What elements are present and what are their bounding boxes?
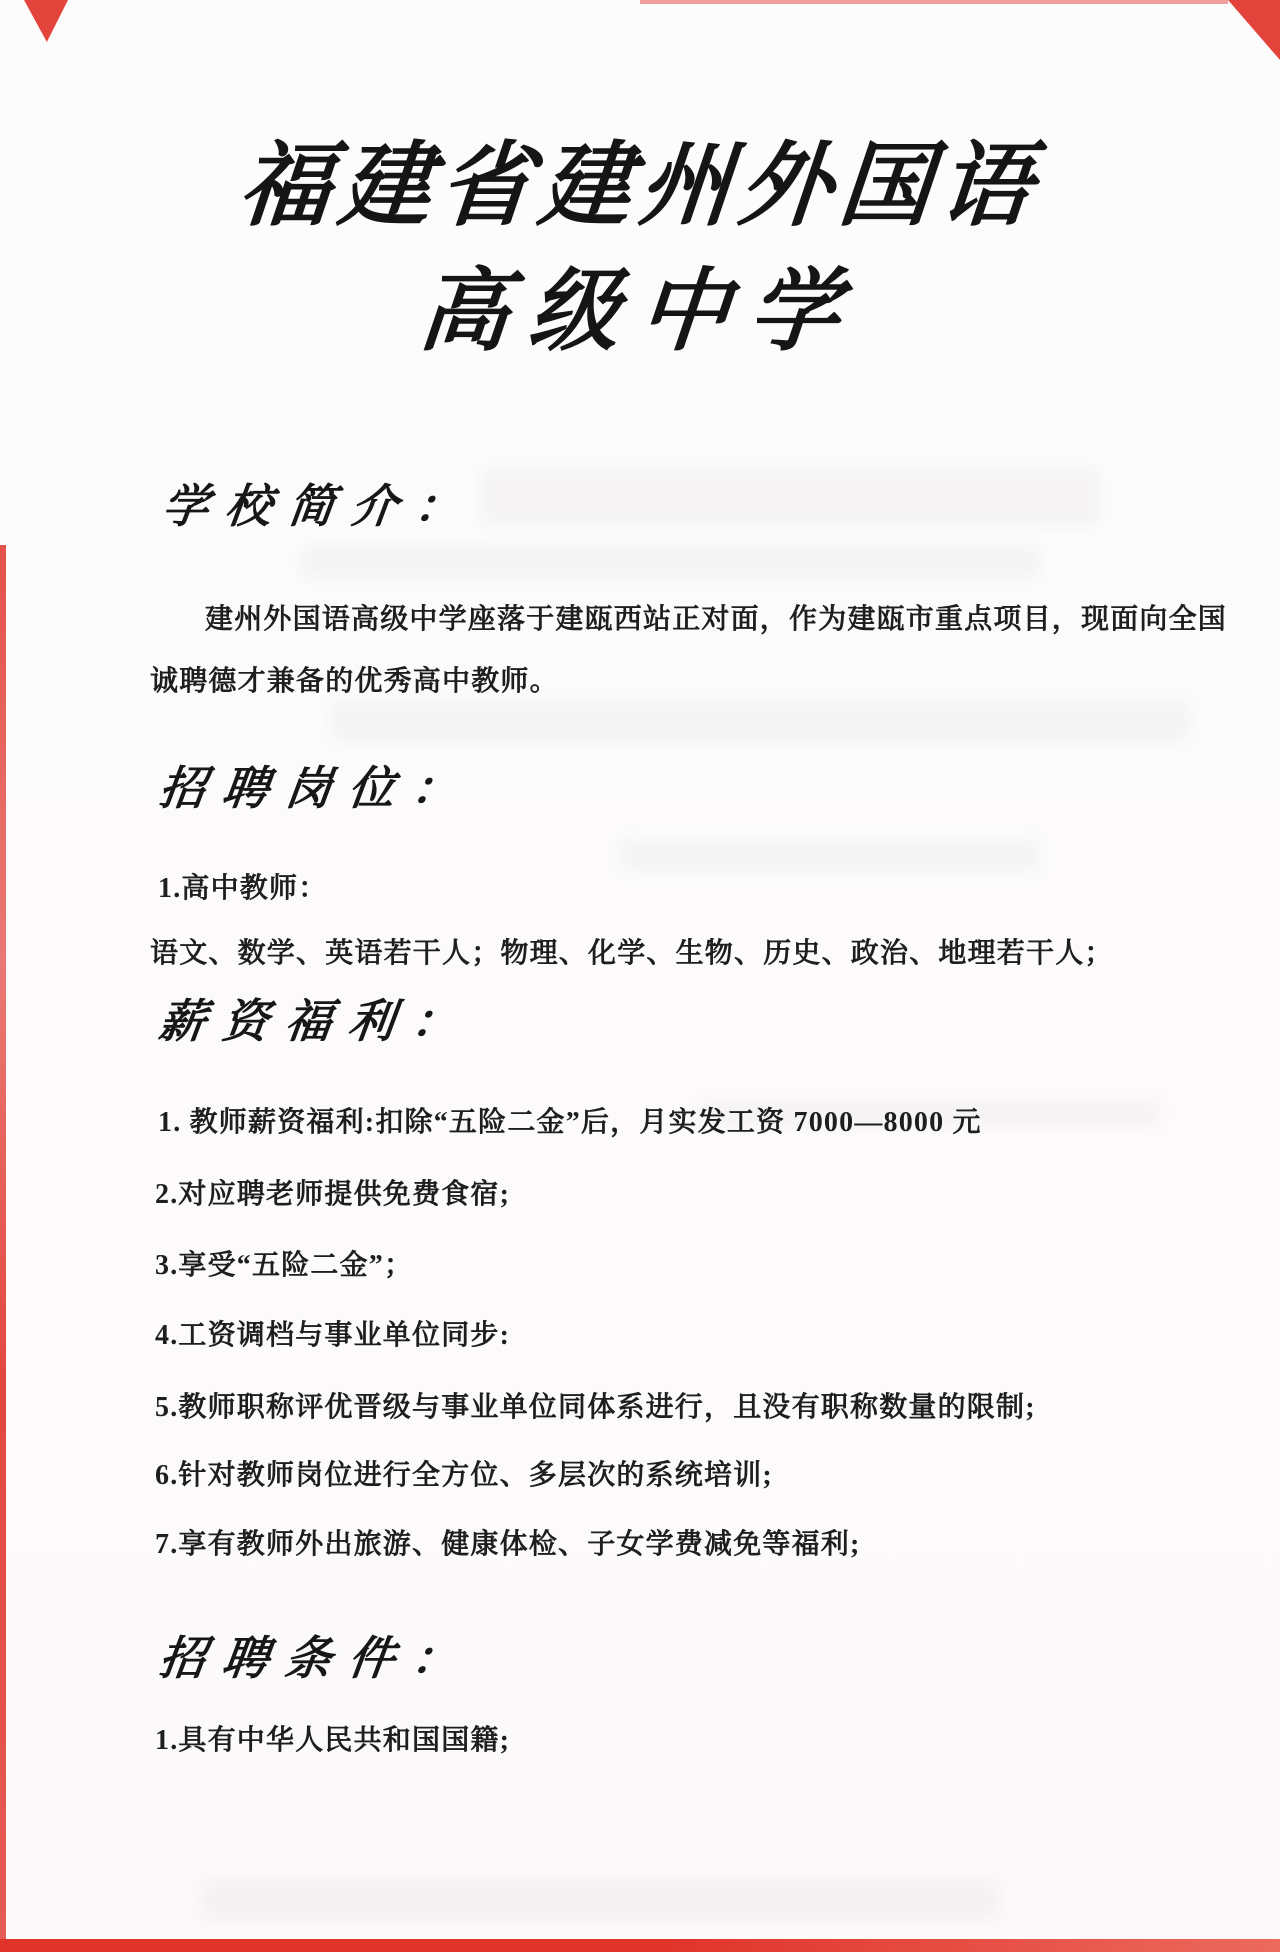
benefits-item: 3.享受“五险二金”； xyxy=(155,1250,414,1281)
positions-item: 1.高中教师： xyxy=(158,873,328,904)
scan-smudge xyxy=(620,840,1040,870)
scan-edge-top xyxy=(640,0,1228,4)
scan-smudge xyxy=(480,468,1100,526)
scan-edge-left xyxy=(0,545,6,1939)
scan-smudge xyxy=(200,1880,1000,1920)
intro-paragraph-line2: 诚聘德才兼备的优秀高中教师。 xyxy=(150,666,559,697)
scan-smudge xyxy=(300,545,1040,579)
conditions-item: 1.具有中华人民共和国国籍; xyxy=(155,1725,511,1756)
positions-item: 语文、数学、英语若干人；物理、化学、生物、历史、政治、地理若干人； xyxy=(150,938,1114,969)
document-title-line2: 高级中学 xyxy=(414,259,864,364)
scan-smudge xyxy=(330,700,1190,742)
benefits-item: 7.享有教师外出旅游、健康体检、子女学费减免等福利; xyxy=(155,1529,861,1560)
scan-mark-top-left xyxy=(24,0,68,42)
section-heading-benefits: 薪资福利： xyxy=(156,994,478,1048)
section-heading-positions: 招聘岗位： xyxy=(156,761,478,815)
scan-mark-top-right xyxy=(1228,0,1280,60)
benefits-item: 2.对应聘老师提供免费食宿; xyxy=(155,1179,511,1210)
benefits-item: 4.工资调档与事业单位同步: xyxy=(155,1320,511,1351)
scan-edge-bottom xyxy=(0,1939,1280,1952)
section-heading-school-intro: 学校简介： xyxy=(159,479,481,533)
benefits-item: 6.针对教师岗位进行全方位、多层次的系统培训; xyxy=(155,1460,773,1491)
benefits-item: 5.教师职称评优晋级与事业单位同体系进行，且没有职称数量的限制; xyxy=(155,1392,1036,1423)
benefits-item: 1. 教师薪资福利:扣除“五险二金”后，月实发工资 7000—8000 元 xyxy=(158,1107,982,1138)
document-title-line1: 福建省建州外国语 xyxy=(234,132,1045,239)
intro-paragraph-line1: 建州外国语高级中学座落于建瓯西站正对面，作为建瓯市重点项目，现面向全国 xyxy=(205,604,1228,635)
section-heading-conditions: 招聘条件： xyxy=(156,1631,478,1685)
